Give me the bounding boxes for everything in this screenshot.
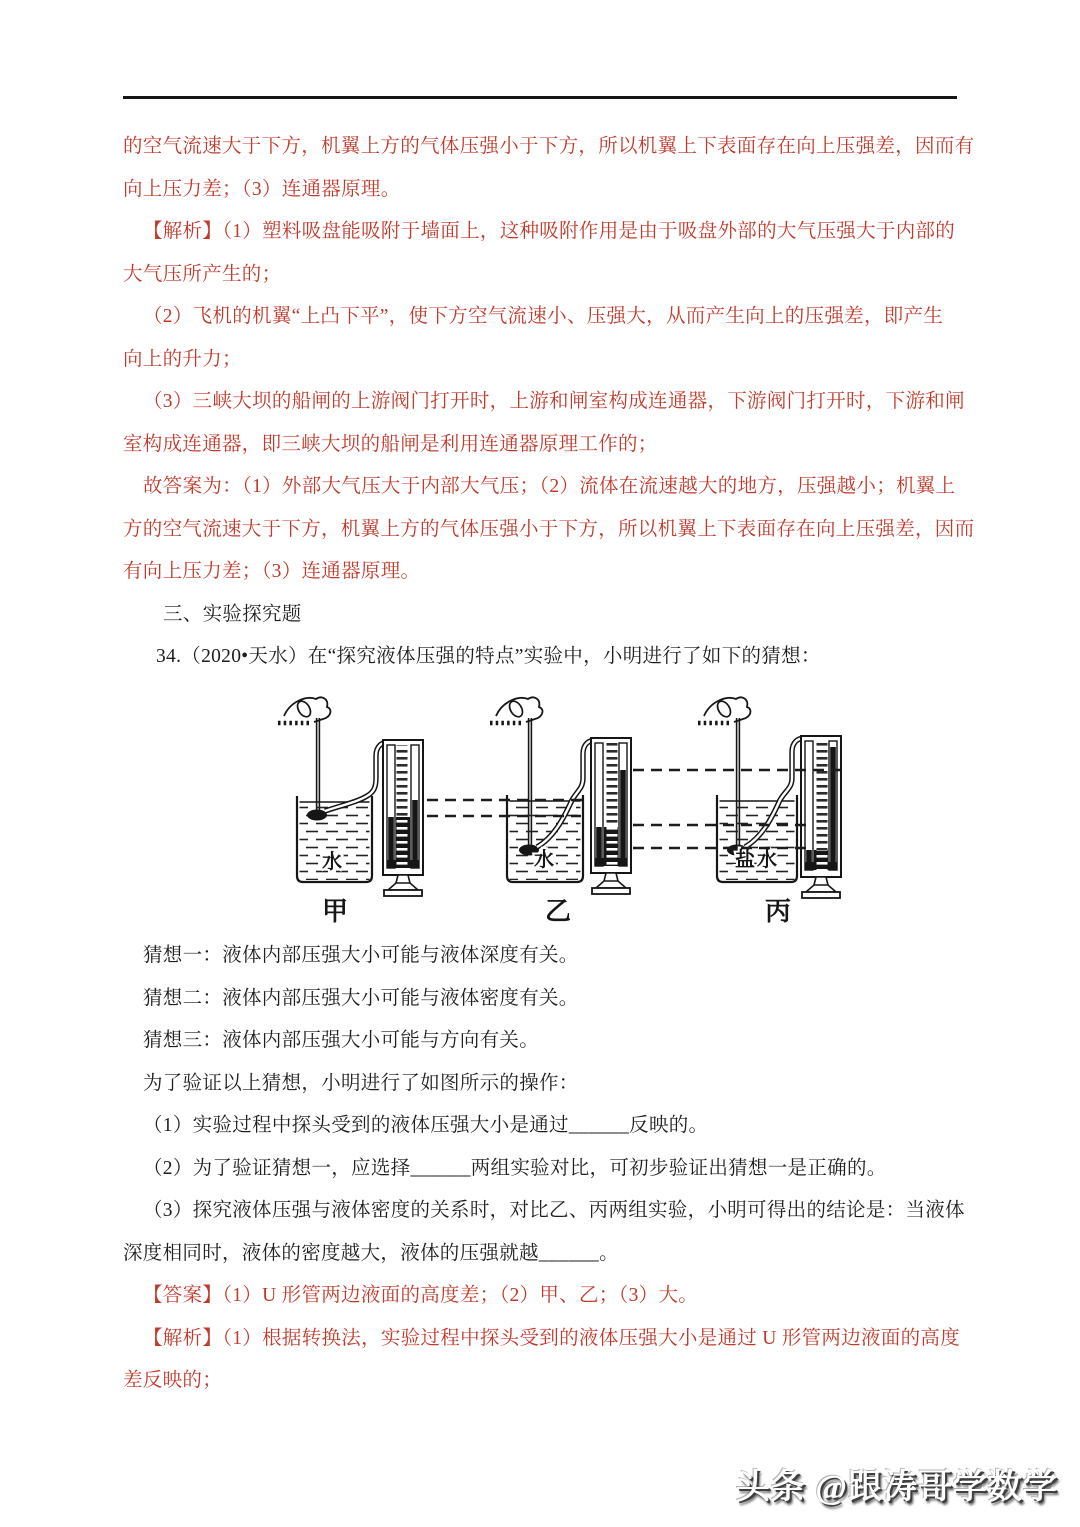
text-line: 【解析】（1）塑料吸盘能吸附于墙面上，这种吸附作用是由于吸盘外部的大气压强大于内部的 (143, 221, 956, 242)
blank-question-line: 深度相同时，液体的密度越大，液体的压强就越______。 (123, 1242, 619, 1264)
apparatus-jia (278, 697, 423, 926)
liquid-label: 水 (322, 851, 344, 873)
manometer (383, 740, 423, 896)
apparatus-bing (698, 697, 841, 926)
page-rule (123, 96, 957, 99)
liquid-label: 水 (534, 849, 556, 871)
pressure-probe (307, 810, 327, 821)
blank-question-line: （1）实验过程中探头受到的液体压强大小是通过______反映的。 (143, 1115, 709, 1136)
text-line: 的空气流速大于下方，机翼上方的气体压强小于下方，所以机翼上下表面存在向上压强差，因而有 (123, 136, 975, 157)
text-line: 为了验证以上猜想，小明进行了如图所示的操作： (143, 1072, 579, 1094)
text-line: 猜想三：液体内部压强大小可能与方向有关。 (143, 1030, 540, 1051)
text-line: 大气压所产生的； (123, 263, 282, 285)
manometer (591, 738, 631, 894)
text-line: 室构成连通器，即三峡大坝的船闸是利用连通器原理工作的； (123, 433, 658, 455)
text-line: 差反映的； (123, 1370, 223, 1391)
text-line: 【解析】（1）根据转换法，实验过程中探头受到的液体压强大小是通过 U 形管两边液面的高度 (143, 1327, 961, 1349)
manometer (801, 736, 841, 898)
text-line: 方的空气流速大于下方，机翼上方的气体压强小于下方，所以机翼上下表面存在向上压强差，因而 (123, 518, 975, 540)
setup-label-bing: 丙 (764, 897, 792, 926)
text-line: 有向上压力差；（3）连通器原理。 (123, 561, 421, 582)
text-line: 向上的升力； (123, 348, 242, 370)
watermark: 头条 @跟涛哥学数学 (735, 1469, 1058, 1506)
text-line: 向上压力差；（3）连通器原理。 (123, 178, 401, 200)
hand-icon (278, 697, 330, 723)
text-line: 猜想二：液体内部压强大小可能与液体密度有关。 (143, 987, 579, 1009)
experiment-figure (255, 692, 945, 932)
setup-label-yi: 乙 (544, 897, 572, 926)
apparatus-yi (490, 697, 631, 926)
hand-icon (490, 697, 542, 723)
text-line: （2）飞机的机翼“上凸下平”，使下方空气流速小、压强大，从而产生向上的压强差，即产生 (143, 306, 944, 327)
question-stem: 34.（2020•天水）在“探究液体压强的特点”实验中，小明进行了如下的猜想： (156, 646, 821, 667)
text-line: （3）三峡大坝的船闸的上游阀门打开时，上游和闸室构成连通器，下游阀门打开时，下游和闸 (143, 391, 965, 412)
text-line: （3）探究液体压强与液体密度的关系时，对比乙、丙两组实验，小明可得出的结论是：当液体 (143, 1200, 965, 1221)
liquid-label: 盐水 (735, 849, 779, 871)
hand-icon (698, 697, 750, 723)
setup-label-jia: 甲 (321, 897, 349, 926)
text-line: 故答案为：（1）外部大气压大于内部大气压；（2）流体在流速越大的地方，压强越小；机翼上 (143, 476, 956, 497)
blank-question-line: （2）为了验证猜想一，应选择______两组实验对比，可初步验证出猜想一是正确的。 (143, 1157, 887, 1179)
text-line: 猜想一：液体内部压强大小可能与液体深度有关。 (143, 945, 579, 966)
answer-line: 【答案】（1）U 形管两边液面的高度差；（2）甲、乙；（3）大。 (143, 1285, 699, 1306)
section-heading: 三、实验探究题 (163, 603, 302, 625)
